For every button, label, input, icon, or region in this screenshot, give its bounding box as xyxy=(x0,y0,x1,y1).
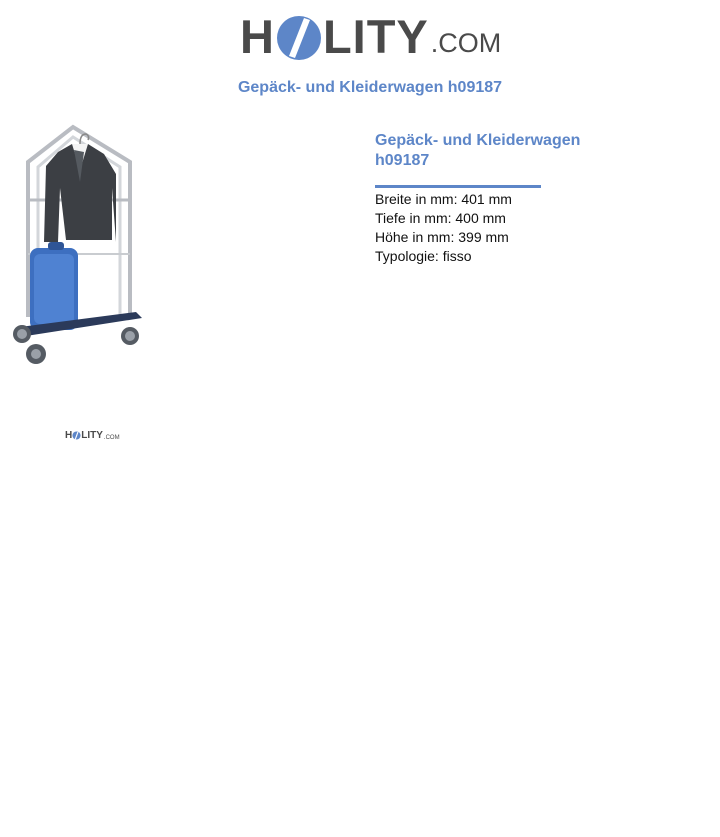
holity-logo[interactable] xyxy=(240,12,501,62)
logo-letter-h: H xyxy=(240,10,275,63)
spec-typology: Typologie: fisso xyxy=(375,248,472,264)
spec-width: Breite in mm: 401 mm xyxy=(375,191,512,207)
product-title: Gepäck- und Kleiderwagen h09187 xyxy=(375,132,581,169)
title-divider xyxy=(375,185,541,188)
page-title: Gepäck- und Kleiderwagen h09187 xyxy=(237,79,503,96)
mini-logo-letters-lity: LITY xyxy=(81,430,103,441)
logo-suffix: .COM xyxy=(430,28,502,58)
mini-holity-logo xyxy=(65,430,120,441)
product-info xyxy=(375,131,615,266)
mini-logo-suffix: .COM xyxy=(103,435,120,441)
logo-o-icon xyxy=(275,12,323,62)
mini-logo-o-icon xyxy=(72,431,81,440)
spec-depth: Tiefe in mm: 400 mm xyxy=(375,210,506,226)
mini-logo-letter-h: H xyxy=(65,430,73,441)
product-image xyxy=(8,122,148,368)
spec-height: Höhe in mm: 399 mm xyxy=(375,229,509,245)
logo-letters-lity: LITY xyxy=(322,10,429,63)
